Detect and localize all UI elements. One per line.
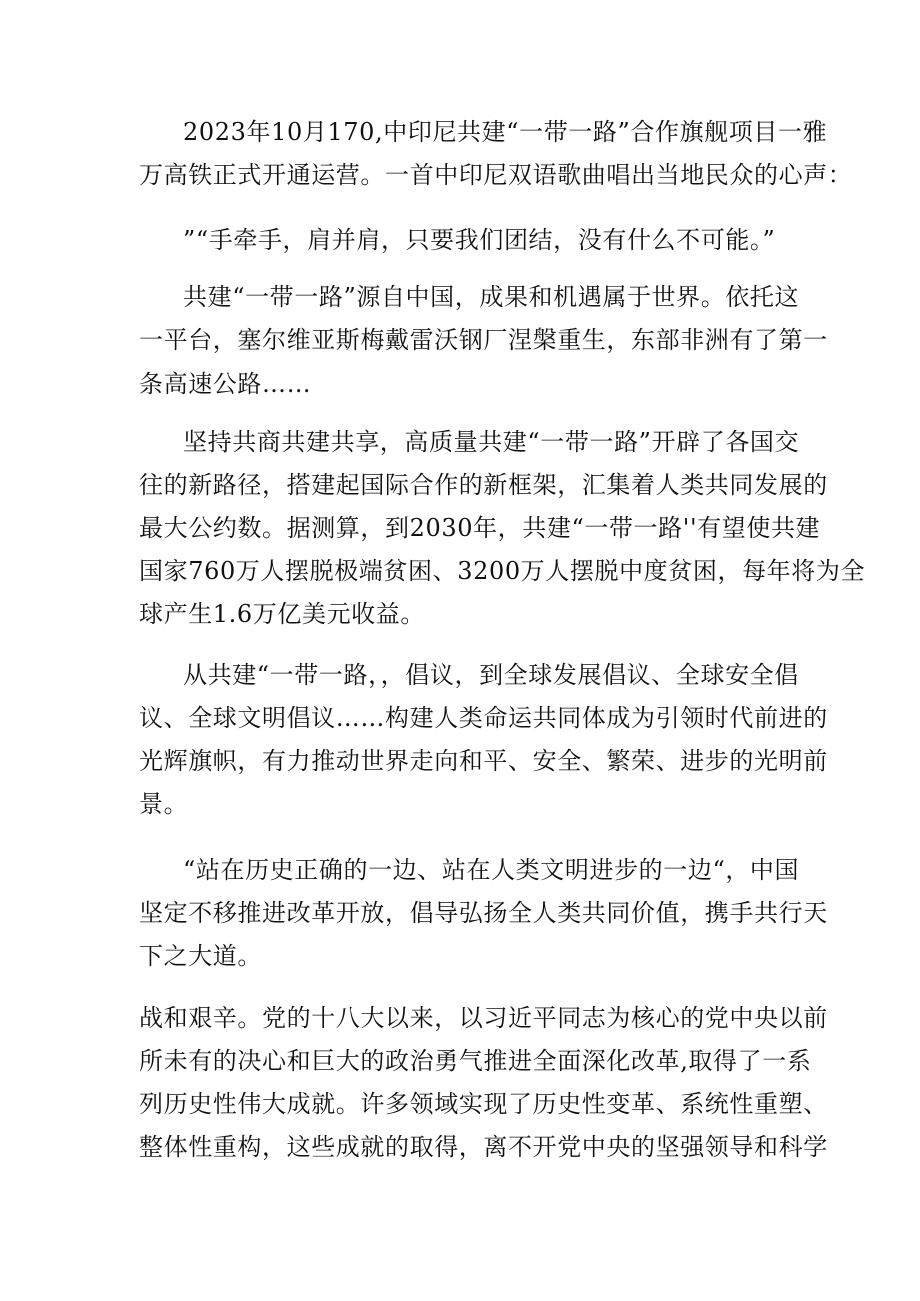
paragraph-7-line-3: 列历史性伟大成就。许多领域实现了历史性变革、系统性重塑、 xyxy=(139,1090,828,1118)
paragraph-4-line-3: 最大公约数。据测算，到2030年，共建“一带一路''有望使共建 xyxy=(139,514,821,542)
paragraph-4-line-1: 坚持共商共建共享，高质量共建“一带一路”开辟了各国交 xyxy=(183,428,800,456)
paragraph-6-line-2: 坚定不移推进改革开放，倡导弘扬全人类共同价值，携手共行天 xyxy=(139,899,828,927)
paragraph-1-line-2: 万高铁正式开通运营。一首中印尼双语歌曲唱出当地民众的心声： xyxy=(139,161,853,189)
paragraph-6-line-1: “站在历史正确的一边、站在人类文明进步的一边“，中国 xyxy=(183,856,800,884)
paragraph-4-line-2: 往的新路径，搭建起国际合作的新框架，汇集着人类共同发展的 xyxy=(139,471,828,499)
paragraph-2-line-1: ”“手牵手，肩并肩，只要我们团结，没有什么不可能。” xyxy=(183,226,776,254)
paragraph-4-line-5: 球产生1.6万亿美元收益。 xyxy=(139,600,425,628)
paragraph-6-line-3: 下之大道。 xyxy=(139,942,262,970)
paragraph-5-line-4: 景。 xyxy=(139,790,189,818)
paragraph-5-line-2: 议、全球文明倡议……构建人类命运共同体成为引领时代前进的 xyxy=(139,704,828,732)
paragraph-3-line-3: 条高速公路…… xyxy=(139,370,312,398)
paragraph-3-line-2: 一平台，塞尔维亚斯梅戴雷沃钢厂涅槃重生，东部非洲有了第一 xyxy=(139,326,828,354)
paragraph-1-line-1: 2023年10月170,中印尼共建“一带一路”合作旗舰项目一雅 xyxy=(183,118,828,146)
paragraph-4-line-4: 国家760万人摆脱极端贫困、3200万人摆脱中度贫困，每年将为全 xyxy=(139,557,866,585)
paragraph-3-line-1: 共建“一带一路”源自中国，成果和机遇属于世界。依托这 xyxy=(183,283,800,311)
paragraph-7-line-2: 所未有的决心和巨大的政治勇气推进全面深化改革,取得了一系 xyxy=(139,1047,812,1075)
paragraph-5-line-3: 光辉旗帜，有力推动世界走向和平、安全、繁荣、进步的光明前 xyxy=(139,747,828,775)
paragraph-7-line-1: 战和艰辛。党的十八大以来，以习近平同志为核心的党中央以前 xyxy=(139,1004,828,1032)
paragraph-7-line-4: 整体性重构，这些成就的取得，离不开党中央的坚强领导和科学 xyxy=(139,1133,828,1161)
paragraph-5-line-1: 从共建“一带一路，，倡议，到全球发展倡议、全球安全倡 xyxy=(183,661,799,689)
